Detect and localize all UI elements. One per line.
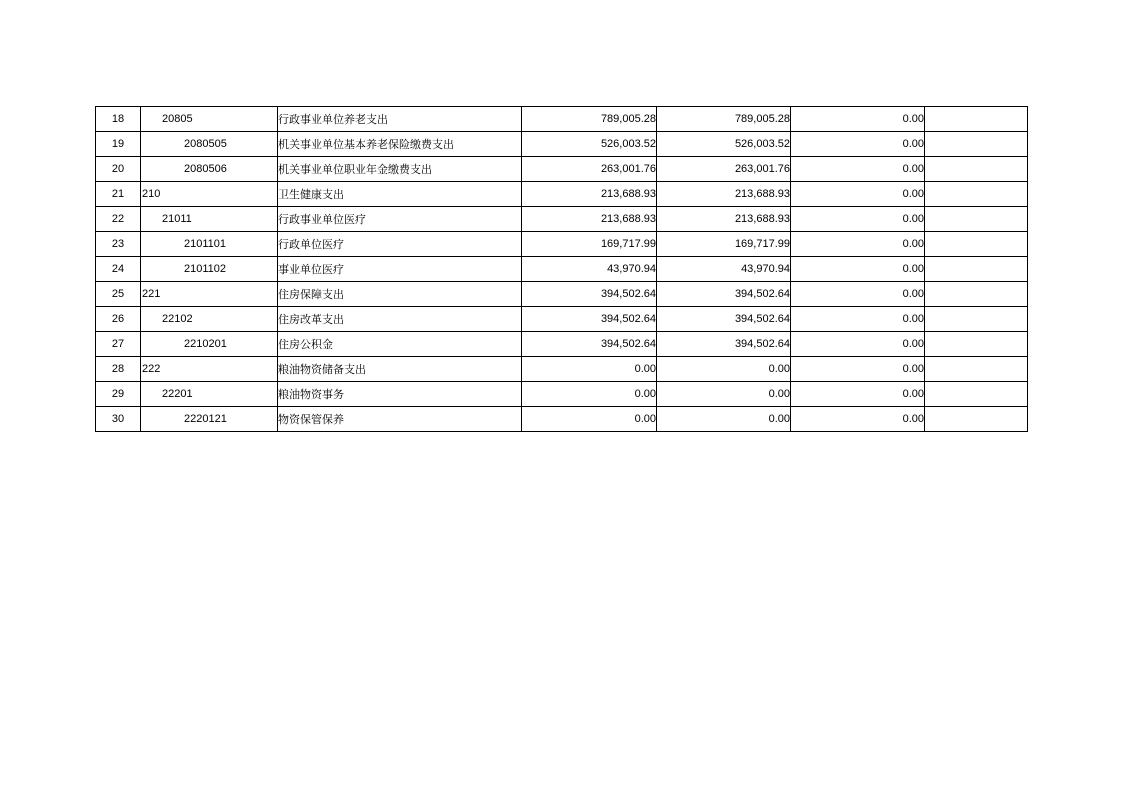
function-name: 住房保障支出 bbox=[278, 282, 522, 307]
function-name: 行政事业单位医疗 bbox=[278, 207, 522, 232]
total-amount: 0.00 bbox=[522, 407, 657, 432]
row-index: 20 bbox=[96, 157, 141, 182]
basic-expenditure: 394,502.64 bbox=[657, 307, 791, 332]
basic-expenditure: 213,688.93 bbox=[657, 182, 791, 207]
basic-expenditure: 526,003.52 bbox=[657, 132, 791, 157]
function-code: 2080506 bbox=[141, 157, 278, 182]
total-amount: 43,970.94 bbox=[522, 257, 657, 282]
project-expenditure: 0.00 bbox=[791, 282, 925, 307]
blank-cell bbox=[925, 407, 1028, 432]
blank-cell bbox=[925, 307, 1028, 332]
function-code: 2101102 bbox=[141, 257, 278, 282]
project-expenditure: 0.00 bbox=[791, 332, 925, 357]
row-index: 27 bbox=[96, 332, 141, 357]
function-name: 粮油物资储备支出 bbox=[278, 357, 522, 382]
table-row bbox=[96, 232, 1028, 257]
row-index: 22 bbox=[96, 207, 141, 232]
table-row bbox=[96, 257, 1028, 282]
function-code: 20805 bbox=[141, 107, 278, 132]
blank-cell bbox=[925, 332, 1028, 357]
row-index: 18 bbox=[96, 107, 141, 132]
project-expenditure: 0.00 bbox=[791, 132, 925, 157]
basic-expenditure: 0.00 bbox=[657, 407, 791, 432]
basic-expenditure: 789,005.28 bbox=[657, 107, 791, 132]
project-expenditure: 0.00 bbox=[791, 382, 925, 407]
row-index: 25 bbox=[96, 282, 141, 307]
function-code: 2220121 bbox=[141, 407, 278, 432]
basic-expenditure: 0.00 bbox=[657, 357, 791, 382]
basic-expenditure: 394,502.64 bbox=[657, 282, 791, 307]
basic-expenditure: 169,717.99 bbox=[657, 232, 791, 257]
row-index: 23 bbox=[96, 232, 141, 257]
function-name: 行政事业单位养老支出 bbox=[278, 107, 522, 132]
row-index: 21 bbox=[96, 182, 141, 207]
total-amount: 213,688.93 bbox=[522, 182, 657, 207]
function-code: 2101101 bbox=[141, 232, 278, 257]
table-row bbox=[96, 182, 1028, 207]
project-expenditure: 0.00 bbox=[791, 182, 925, 207]
table-row bbox=[96, 207, 1028, 232]
table-row bbox=[96, 132, 1028, 157]
project-expenditure: 0.00 bbox=[791, 357, 925, 382]
total-amount: 0.00 bbox=[522, 357, 657, 382]
total-amount: 394,502.64 bbox=[522, 282, 657, 307]
table-row bbox=[96, 357, 1028, 382]
total-amount: 394,502.64 bbox=[522, 307, 657, 332]
function-code: 210 bbox=[141, 182, 278, 207]
table-row bbox=[96, 332, 1028, 357]
blank-cell bbox=[925, 182, 1028, 207]
project-expenditure: 0.00 bbox=[791, 157, 925, 182]
function-name: 机关事业单位基本养老保险缴费支出 bbox=[278, 132, 522, 157]
basic-expenditure: 263,001.76 bbox=[657, 157, 791, 182]
table-row bbox=[96, 107, 1028, 132]
function-name: 行政单位医疗 bbox=[278, 232, 522, 257]
project-expenditure: 0.00 bbox=[791, 232, 925, 257]
total-amount: 526,003.52 bbox=[522, 132, 657, 157]
total-amount: 263,001.76 bbox=[522, 157, 657, 182]
total-amount: 394,502.64 bbox=[522, 332, 657, 357]
table-body bbox=[96, 107, 1028, 432]
function-name: 住房改革支出 bbox=[278, 307, 522, 332]
function-code: 2210201 bbox=[141, 332, 278, 357]
total-amount: 0.00 bbox=[522, 382, 657, 407]
function-code: 2080505 bbox=[141, 132, 278, 157]
function-code: 221 bbox=[141, 282, 278, 307]
blank-cell bbox=[925, 107, 1028, 132]
blank-cell bbox=[925, 207, 1028, 232]
blank-cell bbox=[925, 382, 1028, 407]
total-amount: 789,005.28 bbox=[522, 107, 657, 132]
function-code: 21011 bbox=[141, 207, 278, 232]
function-name: 住房公积金 bbox=[278, 332, 522, 357]
blank-cell bbox=[925, 357, 1028, 382]
blank-cell bbox=[925, 157, 1028, 182]
table-row bbox=[96, 282, 1028, 307]
function-code: 222 bbox=[141, 357, 278, 382]
function-code: 22102 bbox=[141, 307, 278, 332]
project-expenditure: 0.00 bbox=[791, 307, 925, 332]
project-expenditure: 0.00 bbox=[791, 207, 925, 232]
function-name: 卫生健康支出 bbox=[278, 182, 522, 207]
basic-expenditure: 213,688.93 bbox=[657, 207, 791, 232]
row-index: 28 bbox=[96, 357, 141, 382]
basic-expenditure: 0.00 bbox=[657, 382, 791, 407]
function-name: 粮油物资事务 bbox=[278, 382, 522, 407]
table-row bbox=[96, 307, 1028, 332]
table-row bbox=[96, 407, 1028, 432]
total-amount: 169,717.99 bbox=[522, 232, 657, 257]
function-name: 机关事业单位职业年金缴费支出 bbox=[278, 157, 522, 182]
project-expenditure: 0.00 bbox=[791, 407, 925, 432]
total-amount: 213,688.93 bbox=[522, 207, 657, 232]
project-expenditure: 0.00 bbox=[791, 257, 925, 282]
expenditure-table bbox=[95, 106, 1028, 432]
blank-cell bbox=[925, 257, 1028, 282]
function-code: 22201 bbox=[141, 382, 278, 407]
blank-cell bbox=[925, 232, 1028, 257]
row-index: 24 bbox=[96, 257, 141, 282]
project-expenditure: 0.00 bbox=[791, 107, 925, 132]
function-name: 物资保管保养 bbox=[278, 407, 522, 432]
table-row bbox=[96, 157, 1028, 182]
table-row bbox=[96, 382, 1028, 407]
basic-expenditure: 43,970.94 bbox=[657, 257, 791, 282]
row-index: 29 bbox=[96, 382, 141, 407]
basic-expenditure: 394,502.64 bbox=[657, 332, 791, 357]
row-index: 26 bbox=[96, 307, 141, 332]
function-name: 事业单位医疗 bbox=[278, 257, 522, 282]
row-index: 30 bbox=[96, 407, 141, 432]
blank-cell bbox=[925, 282, 1028, 307]
blank-cell bbox=[925, 132, 1028, 157]
row-index: 19 bbox=[96, 132, 141, 157]
